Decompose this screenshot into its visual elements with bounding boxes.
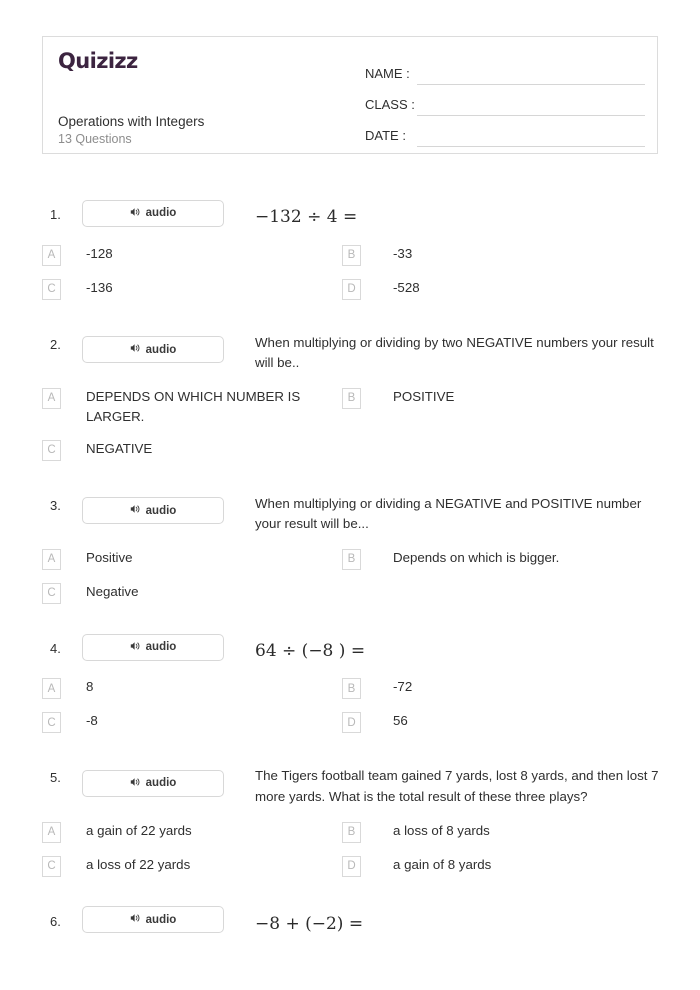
answer-option[interactable] xyxy=(42,677,342,711)
speaker-icon xyxy=(130,343,142,356)
answer-option-text: -528 xyxy=(393,279,420,295)
page-title: Operations with Integers xyxy=(58,114,205,129)
audio-button-column xyxy=(82,196,232,231)
answer-option-row xyxy=(42,439,662,473)
answer-options xyxy=(0,535,700,616)
answer-option-text: a loss of 22 yards xyxy=(86,856,191,872)
question-text: When multiplying or dividing by two NEGATIVE numbers your result will be.. xyxy=(255,334,654,371)
audio-button-label: audio xyxy=(145,207,177,220)
class-field-row xyxy=(365,85,645,116)
speaker-icon xyxy=(130,504,142,517)
answer-options xyxy=(0,808,700,889)
answer-option-text: a gain of 22 yards xyxy=(86,822,192,838)
question-header xyxy=(0,903,700,938)
audio-button[interactable] xyxy=(82,770,224,797)
answer-options xyxy=(0,374,700,473)
answer-option[interactable] xyxy=(342,548,642,582)
answer-option-letter: D xyxy=(342,856,361,877)
audio-button[interactable] xyxy=(82,497,224,524)
date-field-row xyxy=(365,116,645,147)
answer-option-text: Positive xyxy=(86,549,133,565)
answer-option-text: 56 xyxy=(393,713,408,729)
question-prompt-area xyxy=(232,759,700,807)
answer-option[interactable] xyxy=(42,548,342,582)
answer-option[interactable] xyxy=(342,821,642,855)
answer-option[interactable] xyxy=(42,582,342,616)
answer-option[interactable] xyxy=(42,855,342,889)
answer-option-letter: C xyxy=(42,712,61,733)
answer-option-letter: C xyxy=(42,583,61,604)
answer-option-text: -136 xyxy=(86,279,113,295)
answer-option-row xyxy=(42,387,662,439)
date-field-label: DATE : xyxy=(365,128,406,143)
student-info-fields xyxy=(365,54,645,147)
question-prompt-area xyxy=(232,630,700,665)
question-number: 5. xyxy=(50,770,61,786)
row-spacer xyxy=(642,278,662,312)
audio-button-label: audio xyxy=(145,343,177,356)
speaker-icon xyxy=(130,207,142,220)
question-block xyxy=(0,326,700,473)
answer-option-letter: A xyxy=(42,678,61,699)
question-number: 6. xyxy=(50,913,61,929)
question-prompt-area xyxy=(232,903,700,938)
question-text: The Tigers football team gained 7 yards, lost 8 yards, and then lost 7 more yards. What is the total result of these three plays? xyxy=(255,768,659,804)
questions-list xyxy=(0,196,700,937)
row-spacer xyxy=(642,821,662,855)
class-field-label: CLASS : xyxy=(365,97,415,112)
answer-option[interactable] xyxy=(342,711,642,745)
answer-option-letter: C xyxy=(42,279,61,300)
answer-option-text: -128 xyxy=(86,245,113,261)
question-header xyxy=(0,326,700,374)
question-number: 3. xyxy=(50,497,61,513)
audio-button-column xyxy=(82,903,232,938)
audio-button[interactable] xyxy=(82,906,224,933)
answer-option[interactable] xyxy=(342,278,642,312)
answer-option-row xyxy=(42,582,662,616)
question-math-expression: −8 + (−2) = xyxy=(255,913,364,934)
answer-option-text: Depends on which is bigger. xyxy=(393,549,560,565)
answer-option-row xyxy=(42,244,662,278)
answer-option-letter: B xyxy=(342,245,361,266)
audio-button-label: audio xyxy=(145,504,177,517)
question-header xyxy=(0,196,700,231)
question-math-expression: −132 ÷ 4 = xyxy=(255,207,358,227)
worksheet-header-card xyxy=(42,36,658,154)
audio-button-label: audio xyxy=(145,777,177,790)
answer-option[interactable] xyxy=(342,244,642,278)
question-header xyxy=(0,630,700,665)
answer-option[interactable] xyxy=(42,821,342,855)
answer-option-row xyxy=(42,855,662,889)
question-prompt-area xyxy=(232,196,700,231)
answer-option[interactable] xyxy=(342,387,642,439)
question-header xyxy=(0,487,700,535)
audio-button[interactable] xyxy=(82,336,224,363)
answer-option-row xyxy=(42,821,662,855)
question-number: 4. xyxy=(50,640,61,656)
speaker-icon xyxy=(130,777,142,790)
row-spacer xyxy=(642,711,662,745)
answer-option-letter: C xyxy=(42,856,61,877)
answer-option-row xyxy=(42,677,662,711)
question-block xyxy=(0,759,700,888)
date-input[interactable] xyxy=(417,124,645,147)
question-text: When multiplying or dividing a NEGATIVE and POSITIVE number your result will be... xyxy=(255,495,642,532)
audio-button-label: audio xyxy=(145,913,177,926)
question-block xyxy=(0,630,700,746)
answer-option-letter: A xyxy=(42,822,61,843)
answer-option-letter: B xyxy=(342,822,361,843)
question-block xyxy=(0,903,700,938)
row-spacer xyxy=(342,582,662,616)
question-number: 2. xyxy=(50,336,61,352)
question-prompt-area xyxy=(232,487,700,535)
answer-option-row xyxy=(42,548,662,582)
question-math-expression: 64 ÷ (−8 ) = xyxy=(255,640,366,661)
name-input[interactable] xyxy=(417,62,645,85)
audio-button-column xyxy=(82,759,232,807)
audio-button-column xyxy=(82,326,232,374)
row-spacer xyxy=(342,439,662,473)
answer-option-letter: A xyxy=(42,245,61,266)
answer-option-letter: D xyxy=(342,712,361,733)
answer-option-text: a loss of 8 yards xyxy=(393,822,490,838)
answer-option[interactable] xyxy=(342,855,642,889)
answer-option[interactable] xyxy=(42,439,342,473)
answer-option-letter: A xyxy=(42,549,61,570)
header-brand-block xyxy=(58,51,358,72)
row-spacer xyxy=(642,548,662,582)
answer-option-text: -33 xyxy=(393,245,413,261)
answer-option-row xyxy=(42,711,662,745)
answer-option-letter: D xyxy=(342,279,361,300)
answer-option-text: a gain of 8 yards xyxy=(393,856,492,872)
row-spacer xyxy=(642,387,662,439)
audio-button-column xyxy=(82,630,232,665)
answer-option[interactable] xyxy=(42,278,342,312)
answer-options xyxy=(0,664,700,745)
answer-option-text: Negative xyxy=(86,583,139,599)
question-count-label: 13 Questions xyxy=(58,132,132,146)
audio-button-column xyxy=(82,487,232,535)
name-field-row xyxy=(365,54,645,85)
row-spacer xyxy=(642,855,662,889)
answer-option-text: POSITIVE xyxy=(393,388,455,404)
row-spacer xyxy=(642,677,662,711)
answer-option-row xyxy=(42,278,662,312)
answer-option-text: 8 xyxy=(86,679,94,695)
answer-option[interactable] xyxy=(42,387,342,439)
answer-option-letter: B xyxy=(342,678,361,699)
question-block xyxy=(0,487,700,616)
name-field-label: NAME : xyxy=(365,66,410,81)
answer-options xyxy=(0,231,700,312)
quizizz-logo: Quizizz xyxy=(58,49,138,73)
answer-option-text: -72 xyxy=(393,679,413,695)
answer-option[interactable] xyxy=(42,711,342,745)
audio-button[interactable] xyxy=(82,200,224,227)
answer-option[interactable] xyxy=(42,244,342,278)
audio-button-label: audio xyxy=(145,641,177,654)
speaker-icon xyxy=(130,641,142,654)
question-block xyxy=(0,196,700,312)
row-spacer xyxy=(642,244,662,278)
question-prompt-area xyxy=(232,326,700,374)
speaker-icon xyxy=(130,913,142,926)
answer-option-text: DEPENDS ON WHICH NUMBER IS LARGER. xyxy=(86,388,301,424)
answer-option-letter: C xyxy=(42,440,61,461)
answer-option-text: NEGATIVE xyxy=(86,440,153,456)
answer-option-letter: B xyxy=(342,549,361,570)
audio-button[interactable] xyxy=(82,634,224,661)
question-header xyxy=(0,759,700,807)
class-input[interactable] xyxy=(417,93,645,116)
answer-option-text: -8 xyxy=(86,713,98,729)
question-number: 1. xyxy=(50,207,61,222)
answer-option-letter: A xyxy=(42,388,61,409)
answer-option[interactable] xyxy=(342,677,642,711)
answer-option-letter: B xyxy=(342,388,361,409)
